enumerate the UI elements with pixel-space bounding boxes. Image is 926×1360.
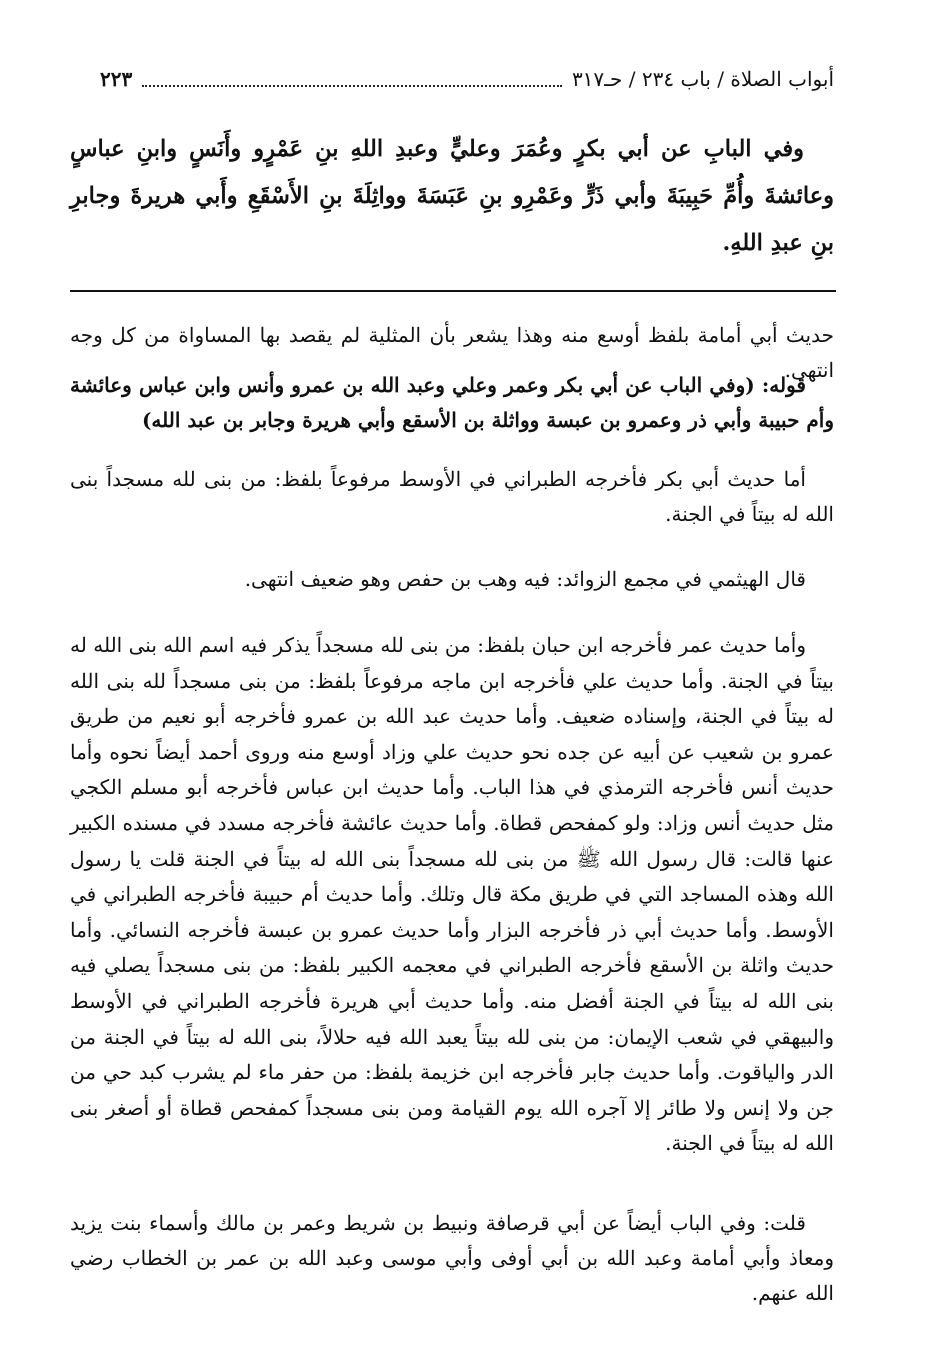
running-header bbox=[100, 62, 834, 96]
commentary-quote-heading: قوله: (وفي الباب عن أبي بكر وعمر وعلي وعبد الله بن عمرو وأنس وابن عباس وعائشة وأم حبيبة وأبي ذر وعمرو بن عبسة وواثلة بن الأسقع وأبي هريرة وجابر بن عبد الله) bbox=[70, 373, 834, 432]
header-dot-leader bbox=[142, 85, 562, 87]
separator-line bbox=[70, 290, 836, 292]
commentary-paragraph-3: قال الهيثمي في مجمع الزوائد: فيه وهب بن حفص وهو ضعيف انتهى. bbox=[244, 567, 806, 591]
commentary-paragraph-2: أما حديث أبي بكر فأخرجه الطبراني في الأوسط مرفوعاً بلفظ: من بنى لله مسجداً بنى الله له بيتاً في الجنة. bbox=[70, 467, 834, 526]
header-title: أبواب الصلاة / باب ٢٣٤ / حـ٣١٧ bbox=[571, 67, 834, 91]
page-number: ٢٢٣ bbox=[100, 67, 133, 91]
commentary-paragraph-4: وأما حديث عمر فأخرجه ابن حبان بلفظ: من بنى لله مسجداً يذكر فيه اسم الله بنى الله له بيتاً في الجنة. وأما حديث علي فأخرجه ابن ماجه مرفوعاً بلفظ: من بنى مسجداً لله بنى الله له بيتاً في الجنة، وإسناده ضعيف. وأما حديث عبد الله بن عمرو فأخرجه أبو نعيم من طريق عمرو بن شعيب عن أبيه عن جده نحو حديث علي وزاد أوسع منه وروى أحمد أيضاً نحوه وأما حديث أنس فأخرجه الترمذي في هذا الباب. وأما حديث ابن عباس فأخرجه أبو مسلم الكجي مثل حديث أنس وزاد: ولو كمفحص قطاة. وأما حديث عائشة فأخرجه مسدد في مسنده الكبير عنها قالت: قال رسول الله ﷺ من بنى لله مسجداً بنى الله له بيتاً في الجنة قلت يا رسول الله وهذه المساجد التي في طريق مكة قال وتلك. وأما حديث أم حبيبة فأخرجه الطبراني في الأوسط. وأما حديث أبي ذر فأخرجه البزار وأما حديث عمرو بن عبسة فأخرجه النسائي. وأما حديث واثلة بن الأسقع فأخرجه الطبراني في معجمه الكبير بلفظ: من بنى مسجداً يصلي فيه بنى الله له بيتاً في الجنة أفضل منه. وأما حديث أبي هريرة فأخرجه الطبراني في الأوسط والبيهقي في شعب الإيمان: من بنى لله بيتاً يعبد الله فيه حلالاً، بنى الله له بيتاً في الجنة من الدر والياقوت. وأما حديث جابر فأخرجه ابن خزيمة بلفظ: من حفر ماء لم يشرب كبد حي من جن ولا إنس ولا طائر إلا آجره الله يوم القيامة ومن بنى مسجداً كمفحص قطاة أو أصغر بنى الله له بيتاً في الجنة. bbox=[70, 633, 834, 1156]
commentary-paragraph-1: حديث أبي أمامة بلفظ أوسع منه وهذا يشعر بأن المثلية لم يقصد بها المساواة من كل وجه انتهى. bbox=[70, 323, 834, 382]
commentary-paragraph-5: قلت: وفي الباب أيضاً عن أبي قرصافة ونبيط بن شريط وعمر بن مالك وأسماء بنت يزيد ومعاذ وأبي أمامة وعبد الله بن أبي أوفى وأبي موسى وعبد الله بن عمر بن الخطاب رضي الله عنهم. bbox=[70, 1211, 834, 1305]
hadith-text: وفي البابِ عن أبي بكرٍ وعُمَرَ وعليٍّ وعبدِ اللهِ بنِ عَمْرٍو وأَنَسٍ وابنِ عباسٍ وعائشةَ وأُمِّ حَبِيبَةَ وأبي ذَرٍّ وعَمْرِو بنِ عَبَسَةَ وواثِلَةَ بنِ الأَسْقَعِ وأَبي هريرةَ وجابرِ بنِ عبدِ اللهِ. bbox=[70, 136, 834, 256]
